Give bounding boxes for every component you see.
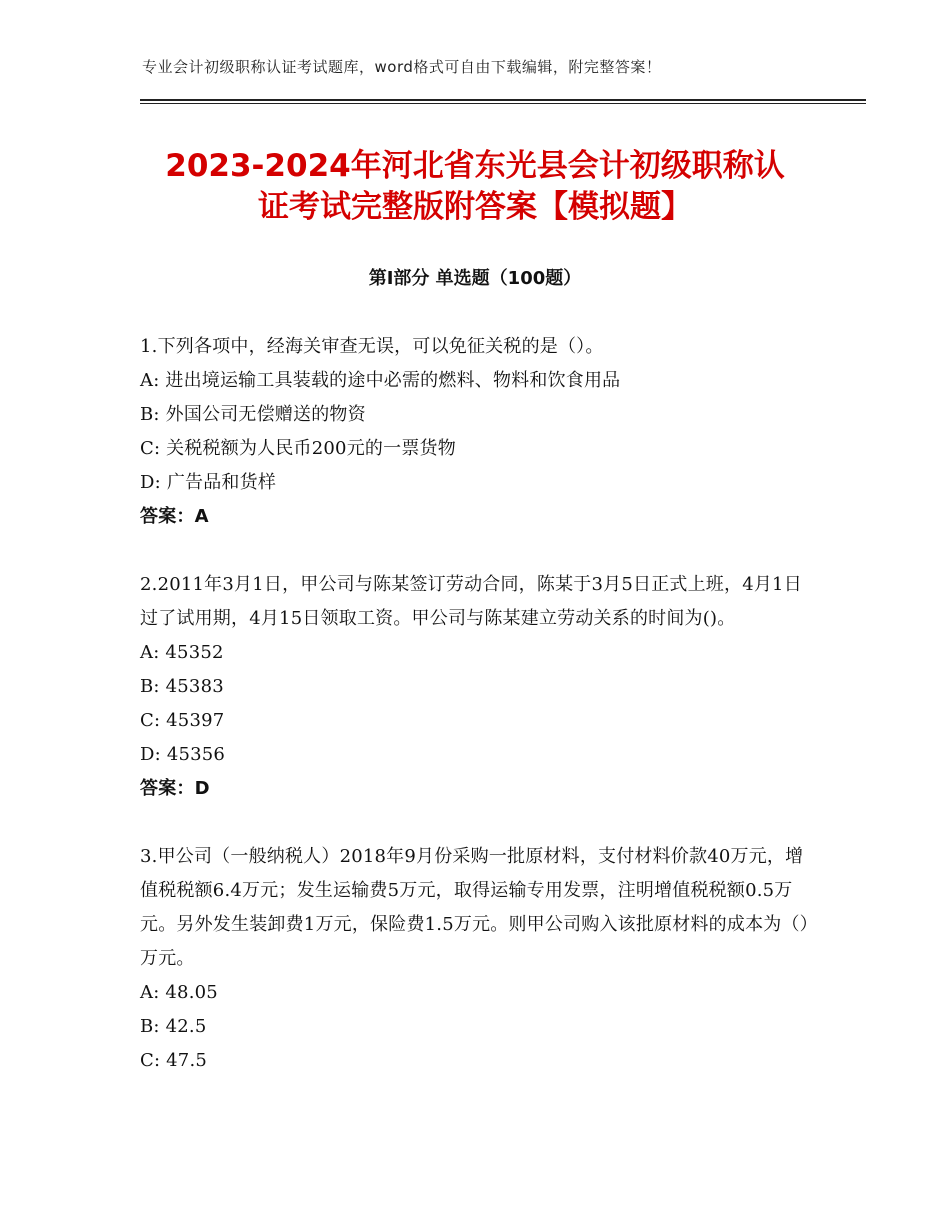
- answer: 答案：D: [140, 778, 210, 799]
- question-2: [140, 568, 820, 806]
- header-divider-thick: [140, 99, 866, 101]
- question-stem: 3.甲公司（一般纳税人）2018年9月份采购一批原材料，支付材料价款40万元，增值税税额6.4万元；发生运输费5万元，取得运输专用发票，注明增值税税额0.5万元。另外发生装卸费1万元，保险费1.5万元。则甲公司购入该批原材料的成本为（）万元。: [140, 846, 818, 969]
- question-1: [140, 330, 820, 534]
- option-c: C: 47.5: [140, 1050, 208, 1071]
- header-divider-thin: [140, 103, 866, 104]
- option-a: A: 45352: [140, 642, 224, 663]
- title-line-2: 证考试完整版附答案【模拟题】: [258, 189, 692, 225]
- title-line-1: 2023-2024年河北省东光县会计初级职称认: [165, 148, 785, 184]
- option-b: B: 45383: [140, 676, 224, 697]
- question-stem: 2.2011年3月1日，甲公司与陈某签订劳动合同，陈某于3月5日正式上班，4月1日过了试用期，4月15日领取工资。甲公司与陈某建立劳动关系的时间为()。: [140, 574, 802, 629]
- option-c: C: 45397: [140, 710, 225, 731]
- question-stem: 1.下列各项中，经海关审查无误，可以免征关税的是（）。: [140, 336, 604, 357]
- header-note: 专业会计初级职称认证考试题库，word格式可自由下载编辑，附完整答案！: [142, 58, 662, 76]
- option-b: B: 42.5: [140, 1016, 207, 1037]
- option-a: A: 进出境运输工具装载的途中必需的燃料、物料和饮食用品: [140, 370, 621, 391]
- option-a: A: 48.05: [140, 982, 218, 1003]
- section-heading: 第Ⅰ部分 单选题（100题）: [368, 268, 582, 289]
- option-b: B: 外国公司无偿赠送的物资: [140, 404, 366, 425]
- answer: 答案：A: [140, 506, 209, 527]
- option-c: C: 关税税额为人民币200元的一票货物: [140, 438, 456, 459]
- option-d: D: 广告品和货样: [140, 472, 277, 493]
- question-list: [140, 330, 820, 1112]
- option-d: D: 45356: [140, 744, 226, 765]
- document-title: [150, 146, 800, 228]
- question-3: [140, 840, 820, 1078]
